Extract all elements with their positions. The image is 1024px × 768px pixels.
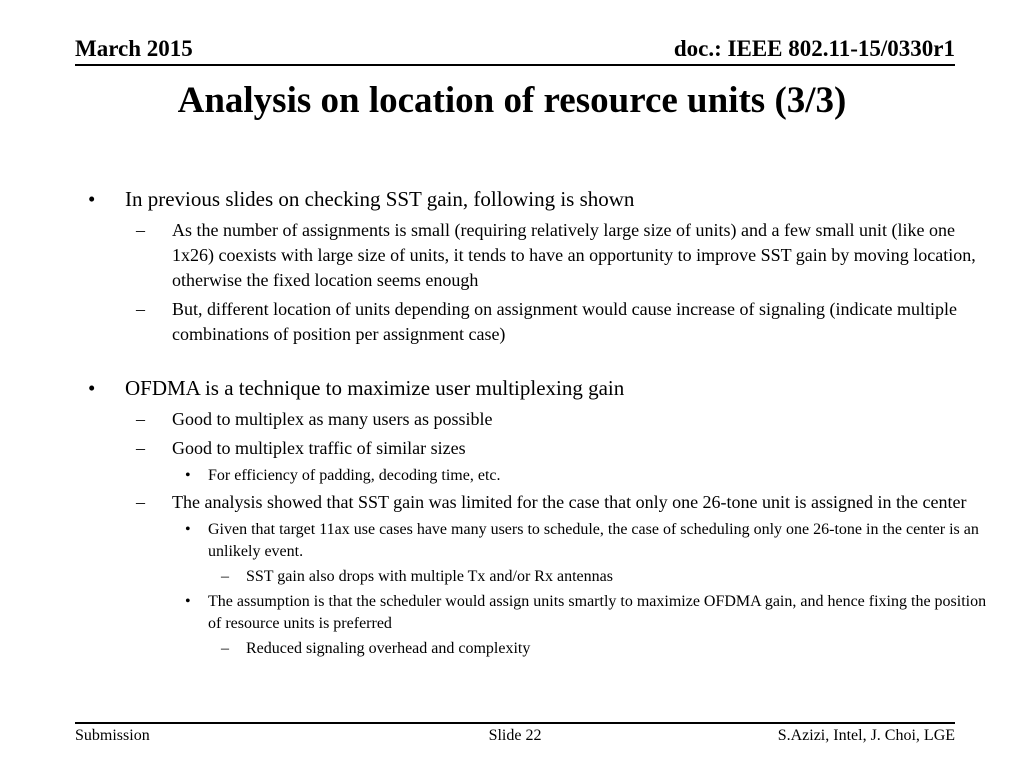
- bullet-marker: •: [88, 376, 96, 400]
- list-item-text: OFDMA is a technique to maximize user multiplexing gain: [125, 376, 625, 400]
- footer-slide-number: Slide 22: [488, 727, 542, 744]
- list-item: [75, 490, 995, 515]
- list-item: [75, 407, 995, 432]
- list-item: [75, 373, 995, 403]
- slide-footer: [75, 727, 955, 745]
- list-item: [75, 436, 995, 461]
- footer-submission: Submission: [75, 727, 150, 744]
- list-item-text: Reduced signaling overhead and complexity: [246, 640, 531, 657]
- slide-header: [75, 36, 955, 62]
- list-item-text: SST gain also drops with multiple Tx and/or Rx antennas: [246, 568, 613, 585]
- list-item-text: The analysis showed that SST gain was limited for the case that only one 26-tone unit is assigned in the center: [172, 492, 967, 512]
- dash-marker: –: [136, 438, 145, 458]
- list-item: [75, 566, 995, 588]
- dash-marker: –: [221, 640, 229, 657]
- dash-marker: –: [136, 220, 145, 240]
- dash-marker: –: [136, 299, 145, 319]
- dash-marker: –: [136, 492, 145, 512]
- list-item-text: As the number of assignments is small (requiring relatively large size of units) and a few small unit (like one 1x26) coexists with large size of units, it tends to have an opportunity to improve SST gain by moving location, otherwise the fixed location seems enough: [172, 220, 976, 290]
- list-item-text: The assumption is that the scheduler would assign units smartly to maximize OFDMA gain, and hence fixing the position of resource units is preferred: [208, 593, 987, 632]
- list-item: [75, 297, 995, 347]
- dash-marker: –: [136, 409, 145, 429]
- list-item-text: Good to multiplex as many users as possible: [172, 409, 493, 429]
- list-item-text: For efficiency of padding, decoding time, etc.: [208, 467, 501, 484]
- footer-authors: S.Azizi, Intel, J. Choi, LGE: [777, 727, 956, 744]
- list-item-text: Good to multiplex traffic of similar sizes: [172, 438, 466, 458]
- header-doc-number: doc.: IEEE 802.11-15/0330r1: [673, 36, 955, 61]
- header-date: March 2015: [75, 36, 193, 61]
- list-item: [75, 638, 995, 660]
- footer-divider: [75, 722, 955, 724]
- list-item: [75, 519, 995, 563]
- bullet-marker: •: [185, 593, 191, 610]
- bullet-marker: •: [88, 187, 96, 211]
- dash-marker: –: [221, 568, 229, 585]
- list-item-text: Given that target 11ax use cases have many users to schedule, the case of scheduling only one 26-tone in the center is an unlikely event.: [208, 521, 979, 560]
- list-item-text: But, different location of units depending on assignment would cause increase of signaling (indicate multiple combinations of position per assignment case): [172, 299, 957, 344]
- header-divider: [75, 64, 955, 66]
- list-item: [75, 218, 995, 293]
- bullet-marker: •: [185, 521, 191, 538]
- list-item: [75, 591, 995, 635]
- list-item-text: In previous slides on checking SST gain, following is shown: [125, 187, 635, 211]
- slide-body: [75, 184, 995, 663]
- bullet-marker: •: [185, 467, 191, 484]
- list-item: [75, 184, 995, 214]
- list-item: [75, 465, 995, 487]
- page-title: Analysis on location of resource units (3/3): [177, 80, 847, 121]
